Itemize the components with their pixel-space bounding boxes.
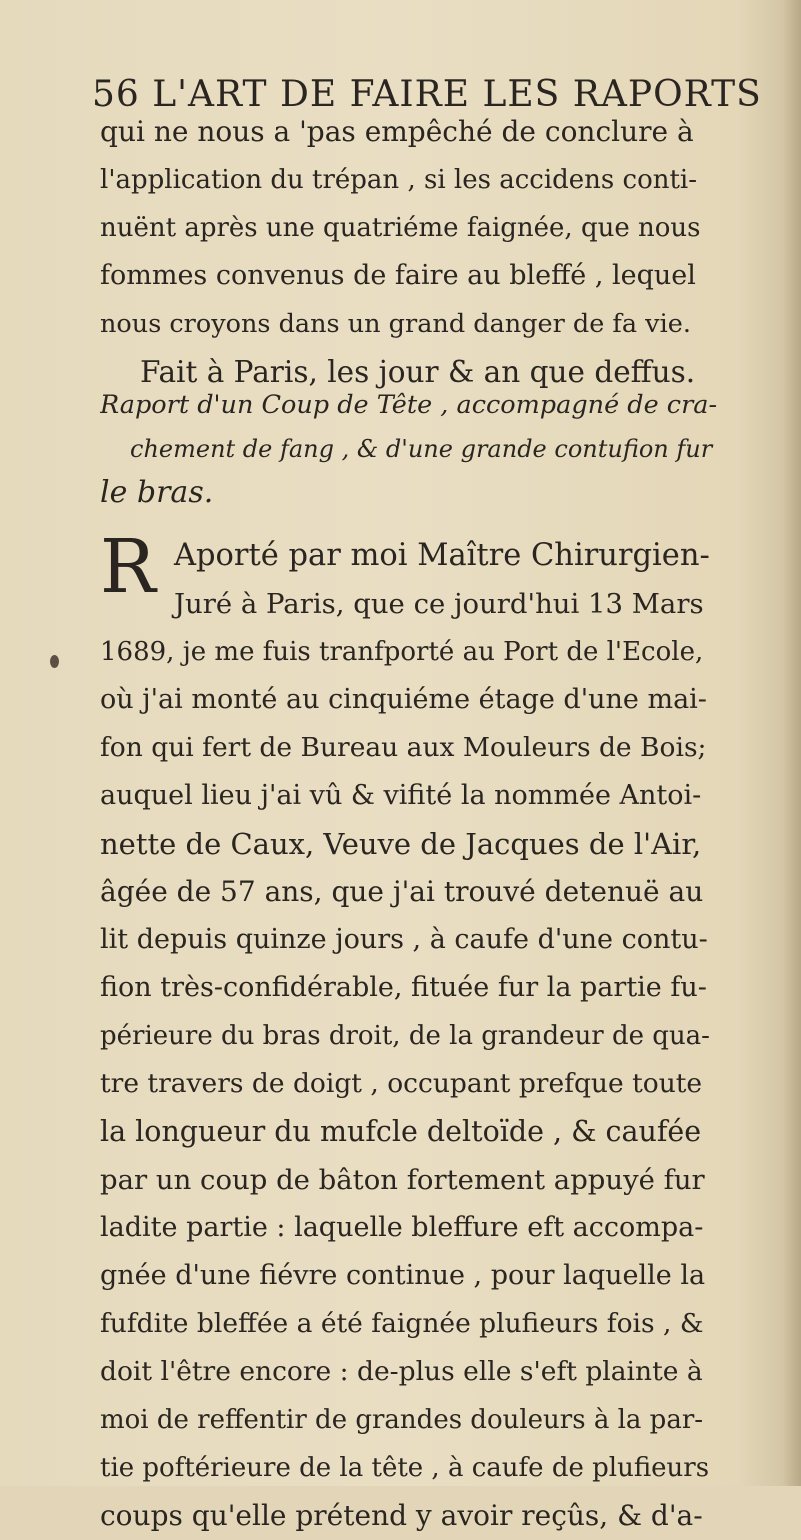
running-header: 56 L'ART DE FAIRE LES RAPORTS (92, 74, 762, 115)
title-line: le bras. (100, 475, 214, 510)
text-line: moi de reffentir de grandes douleurs à la par- (100, 1405, 704, 1435)
text-line: nuënt après une quatriéme faignée, que nous (100, 213, 700, 243)
text-line: nette de Caux, Veuve de Jacques de l'Air, (100, 827, 702, 861)
signoff-line: Fait à Paris, les jour & an que deffus. (140, 355, 696, 389)
text-line: auquel lieu j'ai vû & vifité la nommée Antoi- (100, 780, 702, 811)
text-line: Aporté par moi Maître Chirurgien- (174, 538, 710, 573)
ink-smudge (50, 655, 59, 668)
title-line: Raport d'un Coup de Tête , accompagné de cra- (100, 390, 718, 420)
text-line: fufdite bleffée a été faignée plufieurs fois , & (100, 1308, 704, 1339)
text-line: lit depuis quinze jours , à caufe d'une contu- (100, 924, 708, 955)
text-line: l'application du trépan , si les accidens conti- (100, 165, 698, 195)
text-line: où j'ai monté au cinquiéme étage d'une mai- (100, 684, 707, 715)
drop-cap: R (100, 524, 156, 610)
text-line: par un coup de bâton fortement appuyé fur (100, 1164, 705, 1196)
text-line: la longueur du mufcle deltoïde , & caufée (100, 1115, 702, 1148)
text-line: Juré à Paris, que ce jourd'hui 13 Mars (174, 588, 704, 620)
text-line: tie poftérieure de la tête , à caufe de plufieurs (100, 1453, 710, 1483)
text-line: âgée de 57 ans, que j'ai trouvé detenuë au (100, 875, 704, 908)
text-line: nous croyons dans un grand danger de fa vie. (100, 309, 691, 339)
report-body (100, 524, 710, 1540)
text-line: ladite partie : laquelle bleffure eft accompa- (100, 1212, 704, 1243)
text-line: qui ne nous a 'pas empêché de conclure à (100, 115, 694, 148)
text-line: 1689, je me fuis tranfporté au Port de l'Ecole, (100, 637, 704, 667)
report-title (100, 383, 720, 515)
page-edge-shadow (783, 0, 801, 1486)
title-line: chement de fang , & d'une grande contufion fur (130, 435, 713, 463)
text-line: coups qu'elle prétend y avoir reçûs, & d'a- (100, 1499, 703, 1532)
text-line: périeure du bras droit, de la grandeur de qua- (100, 1021, 710, 1051)
text-line: fon qui fert de Bureau aux Mouleurs de Bois; (100, 732, 707, 763)
text-line: fommes convenus de faire au bleffé , lequel (100, 260, 696, 291)
text-line: gnée d'une fiévre continue , pour laquelle la (100, 1260, 706, 1291)
text-line: tre travers de doigt , occupant prefque toute (100, 1068, 703, 1099)
text-line: fion très-confidérable, fituée fur la partie fu- (100, 972, 707, 1003)
intro-paragraph (100, 108, 700, 396)
text-line: doit l'être encore : de-plus elle s'eft plainte à (100, 1356, 703, 1387)
